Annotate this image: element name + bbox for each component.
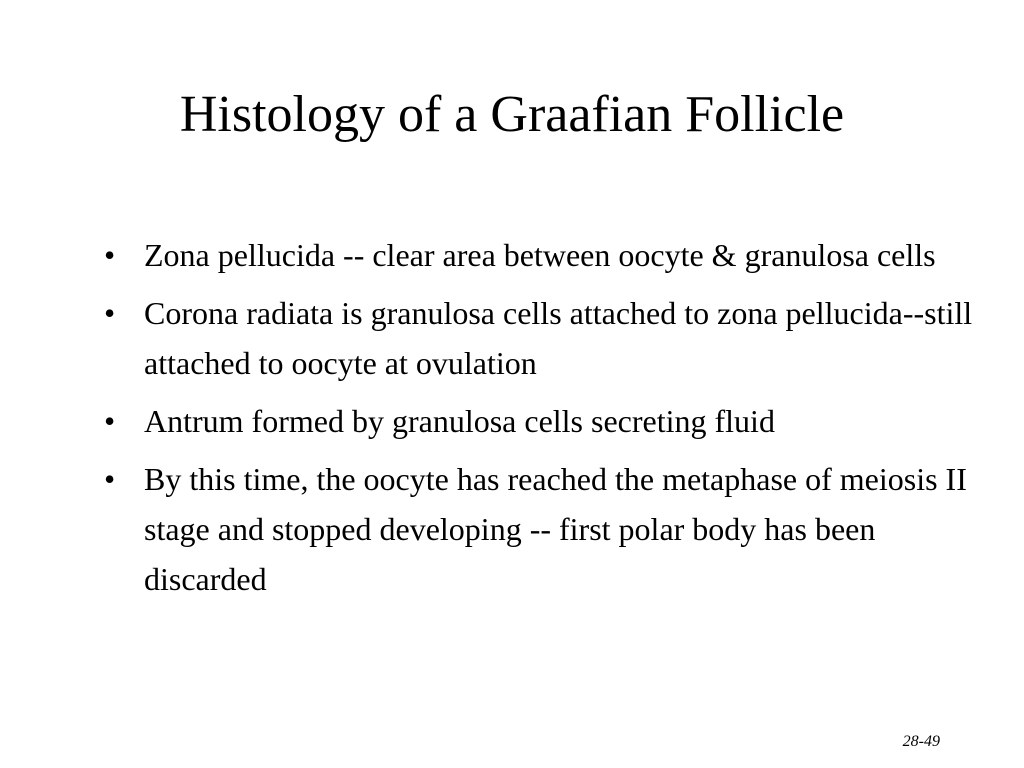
bullet-text: Antrum formed by granulosa cells secreting fluid — [144, 403, 775, 439]
bullet-item-zona-pellucida — [104, 230, 1004, 280]
bullet-text: By this time, the oocyte has reached the metaphase of meiosis II stage and stopped developing -- first polar body has been discarded — [144, 461, 967, 597]
bullet-item-corona-radiata — [104, 288, 1004, 388]
page-number: 28-49 — [902, 733, 940, 750]
bullet-marker: • — [104, 403, 116, 439]
bullet-text: Zona pellucida -- clear area between oocyte & granulosa cells — [144, 237, 936, 273]
bullet-list — [104, 230, 1004, 612]
bullet-marker: • — [104, 295, 116, 331]
bullet-marker: • — [104, 461, 116, 497]
bullet-item-antrum — [104, 396, 1004, 446]
bullet-text: Corona radiata is granulosa cells attached to zona pellucida--still attached to oocyte at ovulation — [144, 295, 973, 381]
bullet-marker: • — [104, 237, 116, 273]
bullet-item-oocyte-meiosis — [104, 454, 1004, 604]
slide-title: Histology of a Graafian Follicle — [179, 86, 845, 143]
